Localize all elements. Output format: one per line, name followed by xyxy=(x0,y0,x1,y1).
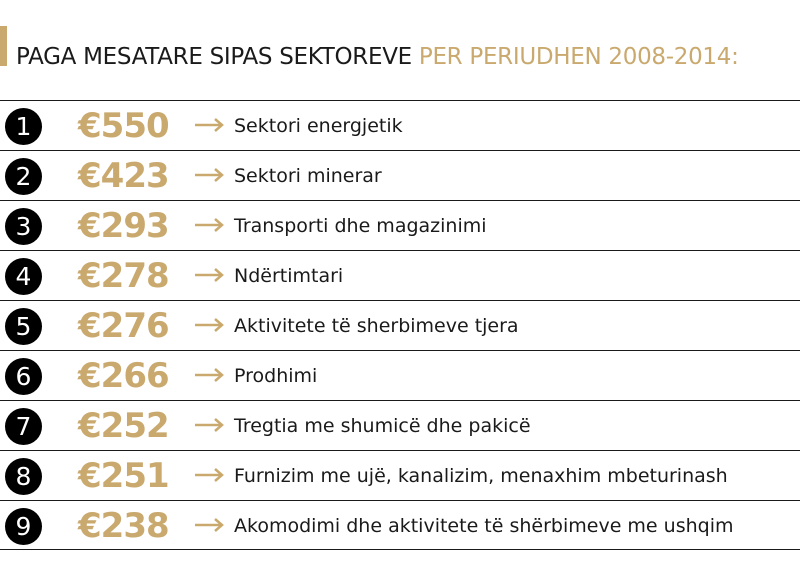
title-accent-bar xyxy=(0,26,7,66)
wage-value: €278 xyxy=(78,256,169,296)
sector-label: Transporti dhe magazinimi xyxy=(234,215,487,237)
wage-value: €251 xyxy=(78,456,169,496)
arrow-right-icon xyxy=(194,163,224,187)
table-row xyxy=(0,150,800,200)
table-row xyxy=(0,100,800,150)
wage-value: €266 xyxy=(78,356,169,396)
arrow-right-icon xyxy=(194,513,224,537)
wage-value: €293 xyxy=(78,206,169,246)
wage-value: €423 xyxy=(78,156,169,196)
arrow-right-icon xyxy=(194,213,224,237)
wage-value: €238 xyxy=(78,506,169,546)
rank-badge: 6 xyxy=(5,358,42,395)
table-row xyxy=(0,350,800,400)
rank-badge: 7 xyxy=(5,408,42,445)
arrow-right-icon xyxy=(194,263,224,287)
wage-value: €550 xyxy=(78,106,169,146)
sector-label: Prodhimi xyxy=(234,365,318,387)
sector-label: Sektori minerar xyxy=(234,165,382,187)
sector-label: Furnizim me ujë, kanalizim, menaxhim mbeturinash xyxy=(234,465,728,487)
rank-badge: 1 xyxy=(5,108,42,145)
arrow-right-icon xyxy=(194,313,224,337)
wage-value: €276 xyxy=(78,306,169,346)
table-row xyxy=(0,500,800,550)
chart-title xyxy=(16,42,739,72)
rank-badge: 2 xyxy=(5,158,42,195)
rank-badge: 4 xyxy=(5,258,42,295)
sector-label: Akomodimi dhe aktivitete të shërbimeve me ushqim xyxy=(234,515,734,537)
chart-title-part2: PER PERIUDHEN 2008-2014: xyxy=(418,44,739,70)
table-row xyxy=(0,300,800,350)
arrow-right-icon xyxy=(194,413,224,437)
table-row xyxy=(0,250,800,300)
arrow-right-icon xyxy=(194,113,224,137)
table-row xyxy=(0,200,800,250)
rank-badge: 8 xyxy=(5,458,42,495)
table-row xyxy=(0,400,800,450)
rank-badge: 5 xyxy=(5,308,42,345)
rank-badge: 3 xyxy=(5,208,42,245)
sector-label: Tregtia me shumicë dhe pakicë xyxy=(234,415,531,437)
arrow-right-icon xyxy=(194,463,224,487)
sector-label: Ndërtimtari xyxy=(234,265,344,287)
sector-label: Aktivitete të sherbimeve tjera xyxy=(234,315,519,337)
rank-badge: 9 xyxy=(5,508,42,545)
chart-title-part1: PAGA MESATARE SIPAS SEKTOREVE xyxy=(16,44,419,70)
wage-value: €252 xyxy=(78,406,169,446)
sector-label: Sektori energjetik xyxy=(234,115,403,137)
arrow-right-icon xyxy=(194,363,224,387)
sector-wage-table xyxy=(0,100,800,550)
table-row xyxy=(0,450,800,500)
